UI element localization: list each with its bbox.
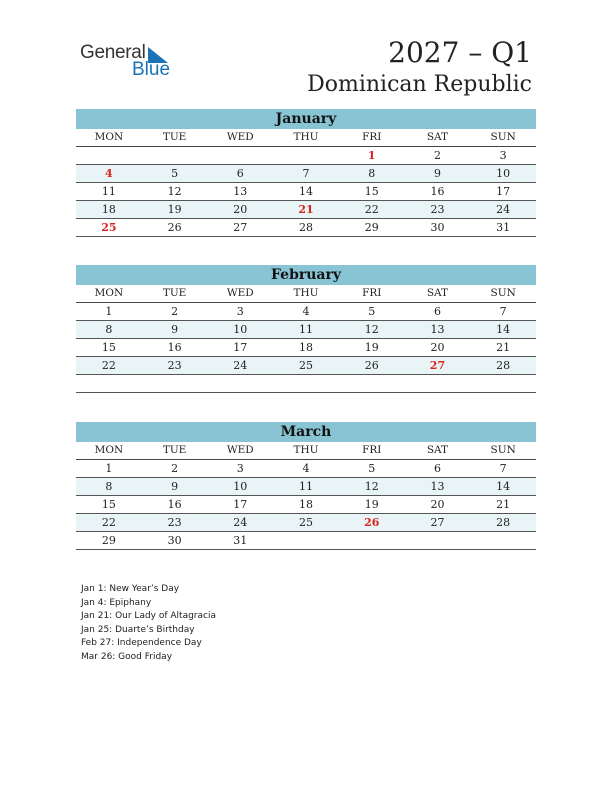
holiday-item: Jan 25: Duarte’s Birthday	[81, 624, 195, 635]
day-cell: 8	[105, 480, 113, 493]
day-cell	[470, 375, 536, 392]
day-cell: 28	[496, 359, 511, 372]
month-march	[76, 422, 536, 550]
day-cell: 8	[105, 323, 113, 336]
day-cell: 16	[167, 498, 182, 511]
holiday-item: Jan 21: Our Lady of Altagracia	[81, 611, 216, 621]
day-cell: 30	[430, 221, 445, 234]
weekday-label: FRI	[362, 131, 382, 143]
day-cell: 24	[233, 516, 248, 529]
day-cell: 9	[433, 167, 441, 180]
day-cell	[142, 375, 208, 392]
day-cell: 29	[101, 534, 116, 547]
day-cell: 20	[233, 203, 248, 216]
day-cell: 20	[430, 498, 445, 511]
day-cell	[142, 147, 208, 164]
day-cell: 11	[101, 185, 116, 198]
day-cell: 28	[496, 516, 511, 529]
day-cell: 4	[105, 167, 113, 180]
day-cell: 5	[171, 167, 179, 180]
holiday-item: Mar 26: Good Friday	[81, 651, 173, 662]
day-cell: 12	[167, 185, 182, 198]
weekday-label: THU	[293, 444, 319, 456]
day-cell: 4	[302, 462, 310, 475]
weekday-label: MON	[94, 131, 124, 143]
day-cell	[76, 375, 142, 392]
logo-blue-text: Blue	[132, 59, 171, 80]
week-row	[76, 201, 536, 219]
day-cell: 26	[167, 221, 182, 234]
day-cell: 27	[430, 516, 445, 529]
holiday-item: Jan 1: New Year’s Day	[81, 584, 180, 594]
month-february	[76, 265, 536, 393]
day-cell: 5	[368, 462, 376, 475]
weekday-label: SAT	[426, 287, 449, 299]
day-cell: 31	[233, 534, 248, 547]
logo-general-text: General	[80, 42, 146, 63]
day-cell	[207, 147, 273, 164]
day-cell: 10	[233, 323, 248, 336]
weekday-label: FRI	[362, 287, 382, 299]
day-cell: 6	[433, 462, 441, 475]
day-cell: 27	[429, 359, 446, 372]
day-cell	[273, 532, 339, 549]
day-cell: 8	[368, 167, 376, 180]
page-title: 2027 – Q1	[388, 36, 532, 69]
weekday-label: SAT	[426, 444, 449, 456]
day-cell: 10	[233, 480, 248, 493]
day-cell: 11	[299, 323, 314, 336]
weekday-label: MON	[94, 287, 124, 299]
weekday-label: SUN	[490, 444, 516, 456]
weekday-label: SAT	[426, 131, 449, 143]
day-cell: 25	[299, 359, 314, 372]
day-cell: 18	[299, 341, 314, 354]
day-cell	[339, 375, 405, 392]
day-cell	[273, 375, 339, 392]
day-cell: 12	[364, 480, 379, 493]
day-cell: 20	[430, 341, 445, 354]
day-cell: 3	[236, 462, 244, 475]
week-row	[76, 532, 536, 550]
day-cell: 17	[496, 185, 511, 198]
day-cell: 3	[236, 305, 244, 318]
month-name: January	[76, 109, 536, 129]
weekday-label: WED	[226, 131, 254, 143]
day-cell: 27	[233, 221, 248, 234]
day-cell: 17	[233, 341, 248, 354]
week-row	[76, 460, 536, 478]
weekday-label: THU	[293, 287, 319, 299]
day-cell: 9	[171, 323, 179, 336]
day-cell: 15	[101, 498, 116, 511]
country-name: Dominican Republic	[307, 72, 532, 97]
day-cell: 23	[430, 203, 445, 216]
day-cell: 25	[299, 516, 314, 529]
day-cell: 26	[364, 359, 379, 372]
month-name: February	[76, 265, 536, 285]
month-name: March	[76, 422, 536, 442]
day-cell: 9	[171, 480, 179, 493]
day-cell: 21	[298, 203, 314, 216]
day-cell	[339, 532, 405, 549]
day-cell: 15	[364, 185, 379, 198]
day-cell: 24	[496, 203, 511, 216]
weekday-label: MON	[94, 444, 124, 456]
weekday-label: THU	[293, 131, 319, 143]
day-cell: 29	[364, 221, 379, 234]
day-cell: 21	[496, 498, 511, 511]
holiday-list	[81, 583, 216, 664]
day-cell: 3	[499, 149, 507, 162]
day-cell: 19	[364, 341, 379, 354]
week-row	[76, 496, 536, 514]
day-cell	[76, 147, 142, 164]
day-cell: 30	[167, 534, 182, 547]
day-cell: 19	[364, 498, 379, 511]
weekday-label: TUE	[162, 444, 187, 456]
day-cell: 16	[167, 341, 182, 354]
weekday-label: TUE	[162, 131, 187, 143]
week-row	[76, 478, 536, 496]
day-cell: 22	[101, 516, 116, 529]
weekday-label: WED	[226, 444, 254, 456]
day-cell: 2	[433, 149, 441, 162]
day-cell: 7	[499, 462, 507, 475]
day-cell: 7	[302, 167, 310, 180]
day-cell: 5	[368, 305, 376, 318]
day-cell: 15	[101, 341, 116, 354]
day-cell: 14	[496, 323, 511, 336]
day-cell	[405, 375, 471, 392]
day-cell: 1	[105, 462, 113, 475]
week-row	[76, 339, 536, 357]
weekday-label: TUE	[162, 287, 187, 299]
day-cell: 13	[430, 323, 445, 336]
day-cell: 4	[302, 305, 310, 318]
month-january	[76, 109, 536, 237]
day-cell: 13	[233, 185, 248, 198]
week-row	[76, 321, 536, 339]
day-cell: 22	[101, 359, 116, 372]
day-cell: 12	[364, 323, 379, 336]
day-cell: 14	[299, 185, 314, 198]
day-cell: 2	[171, 462, 179, 475]
week-row	[76, 514, 536, 532]
day-cell: 28	[299, 221, 314, 234]
week-row	[76, 375, 536, 393]
day-cell: 31	[496, 221, 511, 234]
day-cell: 6	[433, 305, 441, 318]
holiday-item: Feb 27: Independence Day	[81, 638, 202, 648]
day-cell: 2	[171, 305, 179, 318]
day-cell: 7	[499, 305, 507, 318]
day-cell: 14	[496, 480, 511, 493]
day-cell: 18	[299, 498, 314, 511]
day-cell: 1	[105, 305, 113, 318]
day-cell: 23	[167, 516, 182, 529]
day-cell	[405, 532, 471, 549]
day-cell: 10	[496, 167, 511, 180]
week-row	[76, 357, 536, 375]
weekday-header-row	[76, 129, 536, 147]
day-cell: 17	[233, 498, 248, 511]
day-cell: 18	[101, 203, 116, 216]
weekday-label: SUN	[490, 131, 516, 143]
day-cell: 25	[101, 221, 117, 234]
week-row	[76, 183, 536, 201]
day-cell: 21	[496, 341, 511, 354]
day-cell: 11	[299, 480, 314, 493]
weekday-label: FRI	[362, 444, 382, 456]
logo	[80, 42, 180, 78]
day-cell: 23	[167, 359, 182, 372]
day-cell	[207, 375, 273, 392]
weekday-label: SUN	[490, 287, 516, 299]
day-cell: 26	[364, 516, 380, 529]
week-row	[76, 147, 536, 165]
day-cell	[273, 147, 339, 164]
week-row	[76, 303, 536, 321]
day-cell: 19	[167, 203, 182, 216]
week-row	[76, 165, 536, 183]
day-cell: 1	[367, 149, 376, 162]
day-cell: 6	[236, 167, 244, 180]
week-row	[76, 219, 536, 237]
day-cell: 16	[430, 185, 445, 198]
weekday-label: WED	[226, 287, 254, 299]
weekday-header-row	[76, 285, 536, 303]
day-cell: 24	[233, 359, 248, 372]
holiday-item: Jan 4: Epiphany	[81, 597, 152, 608]
day-cell	[470, 532, 536, 549]
day-cell: 13	[430, 480, 445, 493]
weekday-header-row	[76, 442, 536, 460]
day-cell: 22	[364, 203, 379, 216]
